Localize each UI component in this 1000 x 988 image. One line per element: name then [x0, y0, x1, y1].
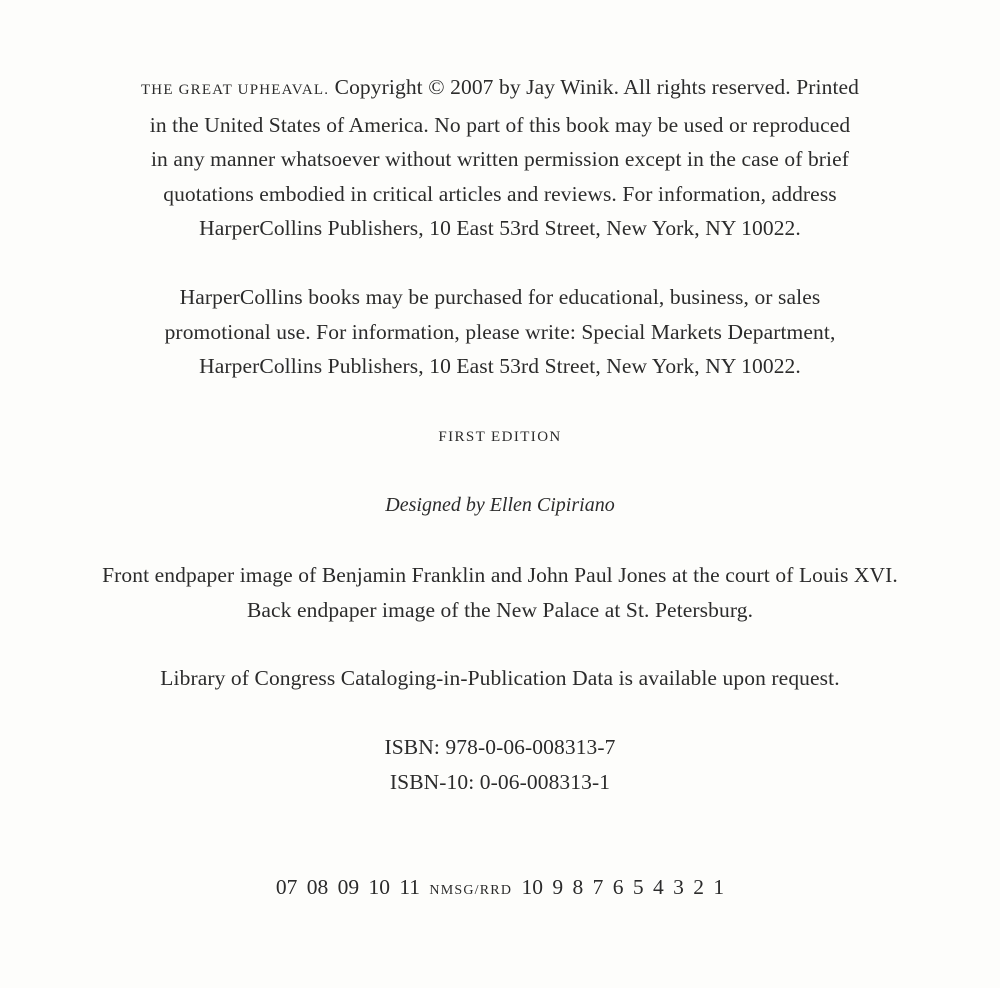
cip-line: Library of Congress Cataloging-in-Publication Data is available upon request.	[160, 666, 840, 690]
isbn-13: ISBN: 978-0-06-008313-7	[384, 735, 616, 759]
printline-printer-code: NMSG/RRD	[429, 883, 513, 898]
isbn-block	[0, 730, 1000, 799]
copyright-notice	[0, 70, 1000, 246]
isbn-10: ISBN-10: 0-06-008313-1	[389, 769, 611, 794]
copyright-line-4: quotations embodied in critical articles and reviews. For information, address	[163, 181, 837, 206]
copyright-line-5: HarperCollins Publishers, 10 East 53rd Street, New York, NY 10022.	[199, 216, 801, 240]
copyright-line-1-rest: Copyright © 2007 by Jay Winik. All rights reserved. Printed	[329, 75, 860, 99]
printer-key-line	[0, 870, 1000, 908]
special-sales-line-2: promotional use. For information, please write: Special Markets Department,	[164, 319, 836, 344]
endpaper-credits	[0, 558, 1000, 627]
designer-credit: Designed by Ellen Cipiriano	[385, 494, 615, 516]
special-sales-line-1: HarperCollins books may be purchased for educational, business, or sales	[179, 285, 821, 309]
special-sales-line-3: HarperCollins Publishers, 10 East 53rd Street, New York, NY 10022.	[199, 354, 801, 378]
printline-years: 07 08 09 10 11	[275, 875, 421, 899]
copyright-line-3: in any manner whatsoever without written permission except in the case of brief	[150, 147, 850, 171]
printline-impressions: 10 9 8 7 6 5 4 3 2 1	[521, 875, 725, 899]
back-endpaper-credit: Back endpaper image of the New Palace at St. Petersburg.	[246, 597, 754, 622]
cip-statement	[0, 661, 1000, 696]
book-title-smallcaps: THE GREAT UPHEAVAL.	[140, 82, 330, 98]
front-endpaper-credit: Front endpaper image of Benjamin Franklin and John Paul Jones at the court of Louis XVI.	[102, 563, 898, 587]
copyright-line-1	[0, 70, 1000, 108]
special-sales-notice	[0, 280, 1000, 384]
copyright-line-2: in the United States of America. No part of this book may be used or reproduced	[149, 112, 851, 137]
edition-label: FIRST EDITION	[438, 429, 562, 445]
